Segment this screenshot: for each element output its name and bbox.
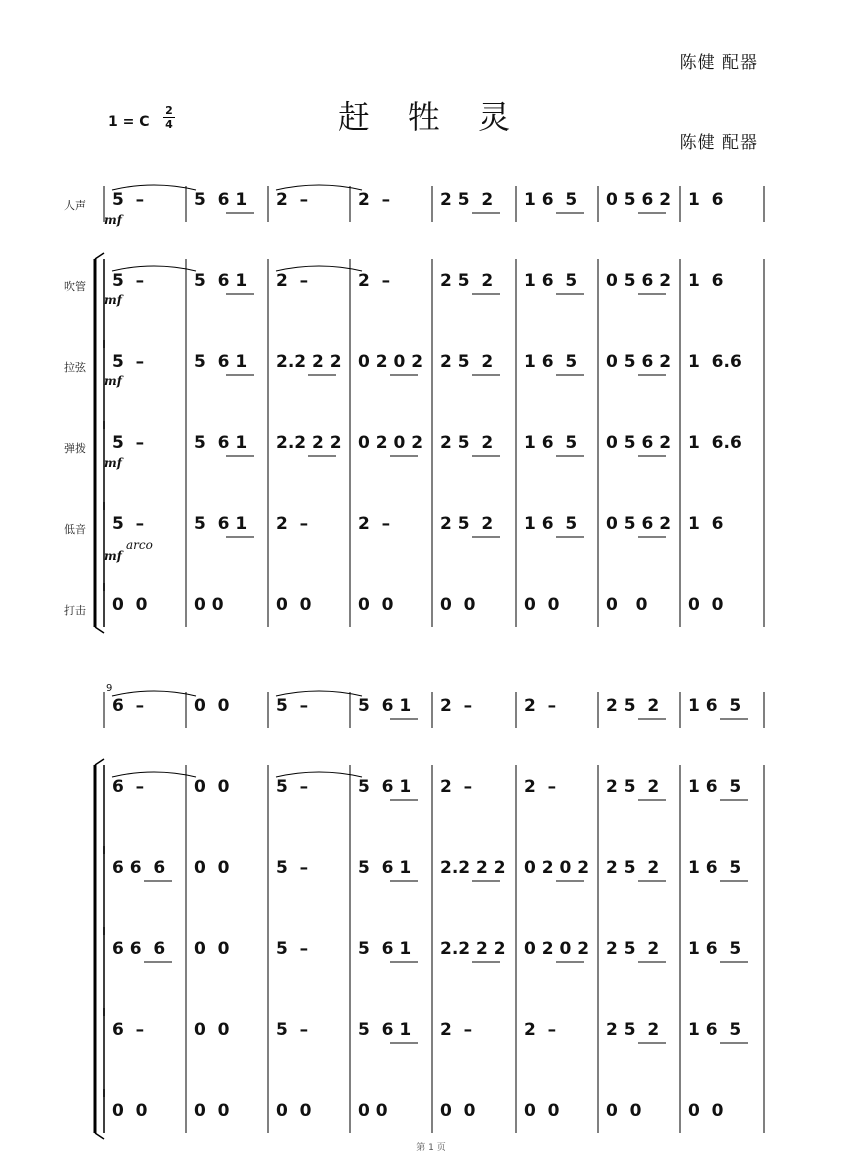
measure-notes: 2 – bbox=[440, 777, 473, 797]
measure-notes: 0 0 bbox=[194, 595, 224, 615]
bracket-hook bbox=[95, 627, 104, 633]
score-title: 赶 牲 灵 bbox=[337, 98, 525, 136]
dynamic-mark: mf bbox=[104, 374, 122, 388]
measure-notes: 2.2 2 2 bbox=[440, 858, 506, 878]
measure-notes: 0 0 bbox=[112, 1101, 148, 1121]
measure-notes: 5 – bbox=[276, 939, 309, 959]
measure-notes: 5 – bbox=[112, 352, 145, 372]
measure-notes: 6 – bbox=[112, 1020, 145, 1040]
measure-notes: 2.2 2 2 bbox=[276, 352, 342, 372]
measure-notes: 0 2 0 2 bbox=[358, 352, 424, 372]
measure-notes: 0 0 bbox=[688, 1101, 724, 1121]
measure-notes: 2 5 2 bbox=[606, 858, 660, 878]
measure-notes: 5 6 1 bbox=[358, 939, 412, 959]
measure-notes: 0 0 bbox=[606, 1101, 642, 1121]
measure-notes: 5 6 1 bbox=[194, 514, 248, 534]
bracket-hook bbox=[95, 759, 104, 765]
measure-notes: 1 6 bbox=[688, 271, 724, 291]
measure-notes: 1 6 5 bbox=[688, 777, 742, 797]
measure-notes: 2.2 2 2 bbox=[276, 433, 342, 453]
measure-notes: 0 0 bbox=[358, 1101, 388, 1121]
measure-notes: 2 – bbox=[276, 190, 309, 210]
measure-notes: 2 5 2 bbox=[606, 939, 660, 959]
measure-notes: 1 6 5 bbox=[688, 858, 742, 878]
measure-notes: 0 0 bbox=[688, 595, 724, 615]
measure-notes: 2 5 2 bbox=[440, 190, 494, 210]
measure-notes: 0 0 bbox=[194, 777, 230, 797]
measure-notes: 5 – bbox=[276, 1020, 309, 1040]
page-number: 第 1 页 bbox=[416, 1143, 446, 1153]
measure-notes: 0 0 bbox=[194, 858, 230, 878]
measure-notes: 5 6 1 bbox=[358, 696, 412, 716]
measure-notes: 0 5 6 2 bbox=[606, 271, 672, 291]
instrument-label-winds: 吹管 bbox=[64, 280, 86, 293]
measure-notes: 1 6 5 bbox=[524, 433, 578, 453]
measure-notes: 1 6.6 bbox=[688, 352, 742, 372]
measure-notes: 0 5 6 2 bbox=[606, 514, 672, 534]
instrument-label-bowed-strings: 拉弦 bbox=[64, 361, 86, 374]
measure-notes: 5 6 1 bbox=[194, 433, 248, 453]
time-signature-numerator: 2 bbox=[165, 104, 173, 117]
measure-notes: 2 5 2 bbox=[440, 352, 494, 372]
bracket-hook bbox=[95, 1133, 104, 1139]
measure-notes: 0 5 6 2 bbox=[606, 352, 672, 372]
measure-notes: 5 – bbox=[276, 858, 309, 878]
measure-notes: 2 – bbox=[276, 514, 309, 534]
measure-notes: 0 0 bbox=[524, 1101, 560, 1121]
measure-notes: 0 0 bbox=[440, 1101, 476, 1121]
measure-notes: 1 6.6 bbox=[688, 433, 742, 453]
measure-notes: 0 0 bbox=[524, 595, 560, 615]
key-signature: 1 = C bbox=[108, 114, 150, 130]
measure-notes: 5 – bbox=[112, 514, 145, 534]
measure-notes: 6 6 6 bbox=[112, 858, 166, 878]
measure-notes: 0 0 bbox=[194, 696, 230, 716]
instrument-label-percussion: 打击 bbox=[64, 604, 86, 617]
measure-notes: 2 – bbox=[358, 271, 391, 291]
measure-notes: 5 – bbox=[276, 696, 309, 716]
arranger-credit: 陈健 配器 bbox=[679, 133, 758, 153]
measure-notes: 2 5 2 bbox=[606, 1020, 660, 1040]
measure-number: 9 bbox=[106, 683, 113, 694]
measure-notes: 1 6 bbox=[688, 190, 724, 210]
measure-notes: 5 6 1 bbox=[358, 1020, 412, 1040]
measure-notes: 5 – bbox=[276, 777, 309, 797]
measure-notes: 5 – bbox=[112, 190, 145, 210]
measure-notes: 2 5 2 bbox=[440, 271, 494, 291]
measure-notes: 2 – bbox=[524, 696, 557, 716]
measure-notes: 1 6 bbox=[688, 514, 724, 534]
measure-notes: 0 2 0 2 bbox=[524, 858, 590, 878]
dynamic-mark: mf bbox=[104, 549, 122, 563]
technique-arco: arco bbox=[126, 538, 153, 552]
measure-notes: 2 – bbox=[440, 696, 473, 716]
dynamic-mark: mf bbox=[104, 213, 122, 227]
measure-notes: 0 0 bbox=[112, 595, 148, 615]
measure-notes: 0 0 bbox=[606, 595, 648, 615]
measure-notes: 0 0 bbox=[276, 595, 312, 615]
measure-notes: 5 – bbox=[112, 271, 145, 291]
measure-notes: 1 6 5 bbox=[688, 696, 742, 716]
measure-notes: 0 5 6 2 bbox=[606, 190, 672, 210]
measure-notes: 0 2 0 2 bbox=[358, 433, 424, 453]
instrument-label-voice: 人声 bbox=[64, 199, 86, 212]
measure-notes: 5 6 1 bbox=[358, 777, 412, 797]
time-signature-denominator: 4 bbox=[163, 117, 175, 131]
measure-notes: 0 2 0 2 bbox=[524, 939, 590, 959]
bracket-hook bbox=[95, 253, 104, 259]
measure-notes: 2 – bbox=[276, 271, 309, 291]
measure-notes: 5 6 1 bbox=[194, 271, 248, 291]
measure-notes: 2 – bbox=[524, 777, 557, 797]
measure-notes: 2 – bbox=[524, 1020, 557, 1040]
measure-notes: 0 0 bbox=[358, 595, 394, 615]
measure-notes: 2 – bbox=[440, 1020, 473, 1040]
measure-notes: 0 0 bbox=[194, 1101, 230, 1121]
measure-notes: 1 6 5 bbox=[524, 190, 578, 210]
instrument-label-bass: 低音 bbox=[64, 523, 86, 536]
measure-notes: 0 0 bbox=[440, 595, 476, 615]
measure-notes: 0 5 6 2 bbox=[606, 433, 672, 453]
measure-notes: 0 0 bbox=[194, 939, 230, 959]
measure-notes: 0 0 bbox=[194, 1020, 230, 1040]
dynamic-mark: mf bbox=[104, 293, 122, 307]
arranger-credit-top: 陈健 配器 bbox=[679, 53, 758, 73]
measure-notes: 2 5 2 bbox=[440, 514, 494, 534]
measure-notes: 0 0 bbox=[276, 1101, 312, 1121]
measure-notes: 5 6 1 bbox=[358, 858, 412, 878]
measure-notes: 6 6 6 bbox=[112, 939, 166, 959]
measure-notes: 2 – bbox=[358, 190, 391, 210]
measure-notes: 1 6 5 bbox=[688, 1020, 742, 1040]
measure-notes: 1 6 5 bbox=[524, 514, 578, 534]
dynamic-mark: mf bbox=[104, 456, 122, 470]
measure-notes: 2 5 2 bbox=[606, 777, 660, 797]
measure-notes: 1 6 5 bbox=[524, 271, 578, 291]
measure-notes: 2 – bbox=[358, 514, 391, 534]
measure-notes: 2 5 2 bbox=[606, 696, 660, 716]
instrument-label-plucked-strings: 弹拨 bbox=[64, 442, 86, 455]
measure-notes: 5 6 1 bbox=[194, 190, 248, 210]
measure-notes: 2 5 2 bbox=[440, 433, 494, 453]
measure-notes: 6 – bbox=[112, 777, 145, 797]
measure-notes: 2.2 2 2 bbox=[440, 939, 506, 959]
measure-notes: 1 6 5 bbox=[688, 939, 742, 959]
measure-notes: 5 6 1 bbox=[194, 352, 248, 372]
measure-notes: 5 – bbox=[112, 433, 145, 453]
measure-notes: 6 – bbox=[112, 696, 145, 716]
measure-notes: 1 6 5 bbox=[524, 352, 578, 372]
